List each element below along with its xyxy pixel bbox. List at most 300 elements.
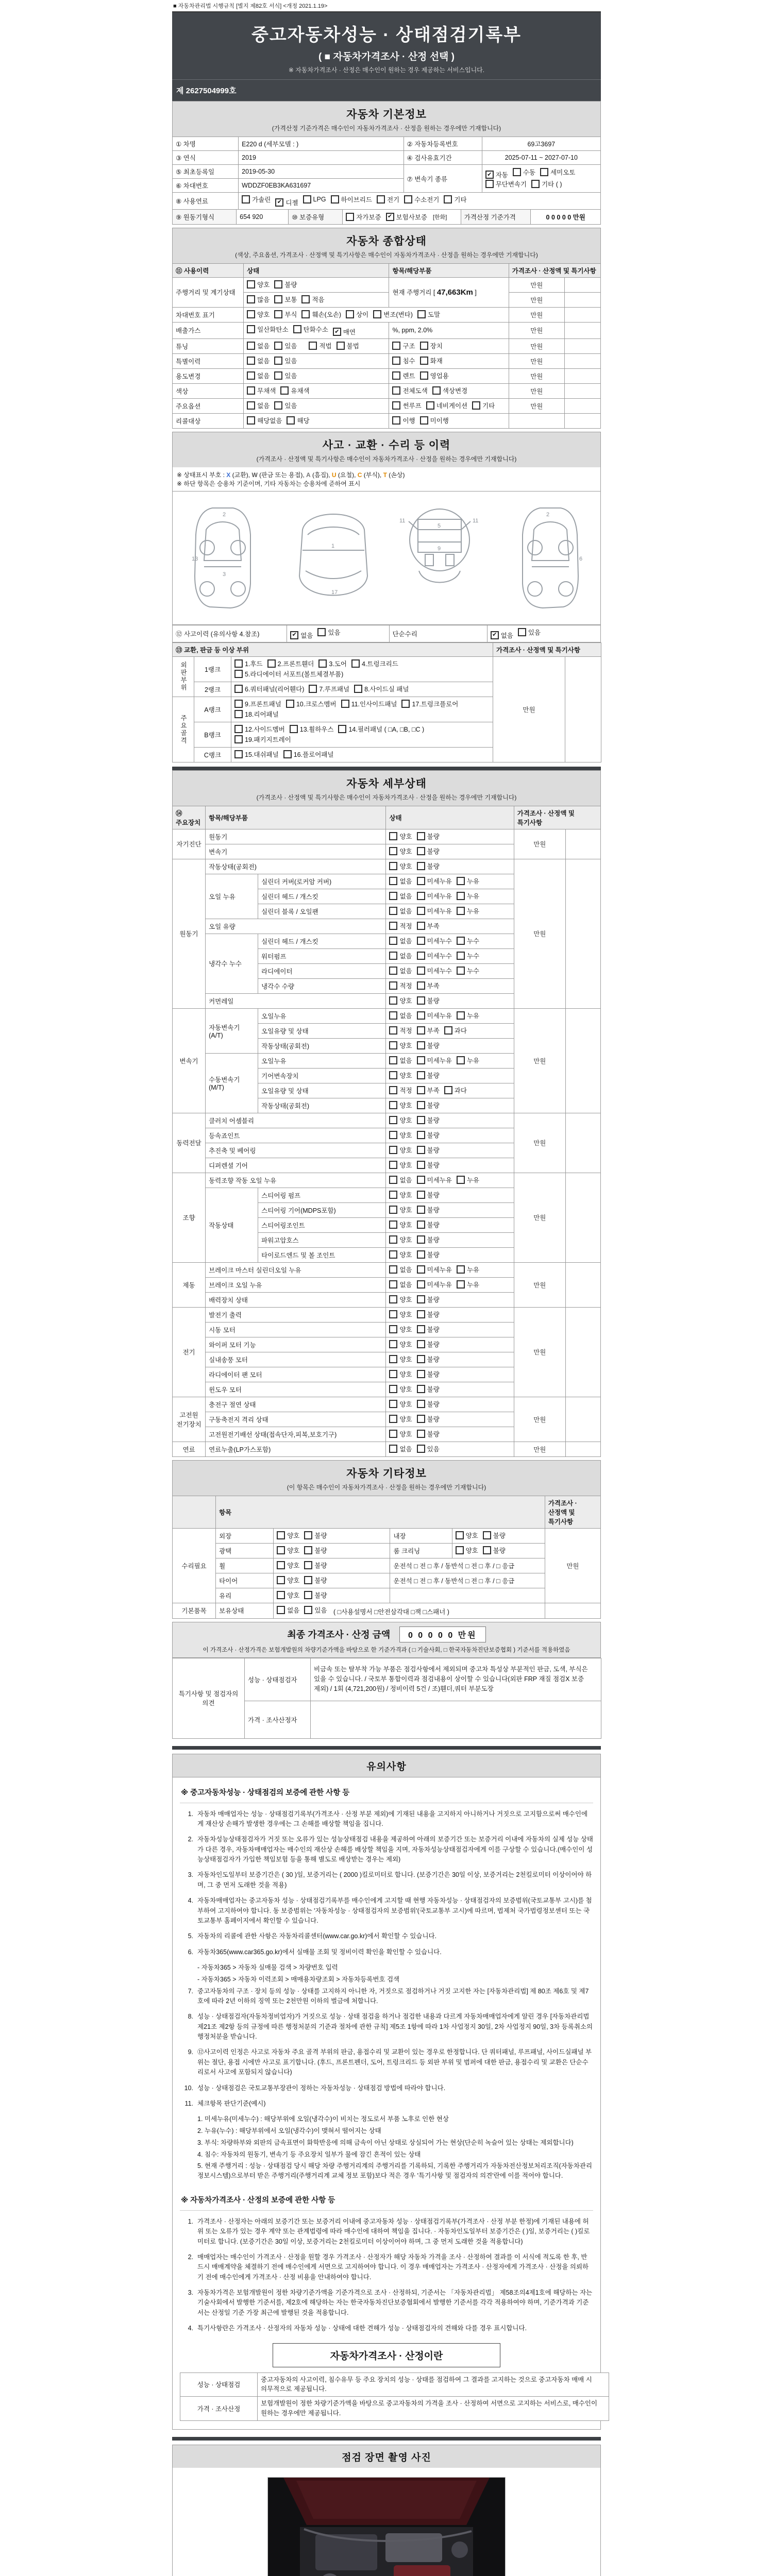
checkbox-불량[interactable] (417, 1414, 440, 1423)
checkbox-box[interactable] (234, 710, 243, 718)
checkbox-box[interactable] (389, 1176, 397, 1184)
checkbox-box[interactable] (417, 1310, 425, 1318)
checkbox-기타 ( )[interactable] (531, 179, 562, 189)
checkbox-box[interactable] (457, 1011, 465, 1020)
checkbox-하이브리드[interactable] (331, 195, 372, 204)
checkbox-불법[interactable] (337, 341, 359, 350)
checkbox-부족[interactable] (417, 981, 440, 990)
checkbox-box[interactable] (389, 1310, 397, 1318)
checkbox-box[interactable] (457, 1056, 465, 1064)
checkbox-box[interactable] (417, 967, 425, 975)
checkbox-box[interactable] (485, 180, 494, 188)
checkbox-구조[interactable] (392, 341, 415, 350)
checkbox-box[interactable] (392, 416, 400, 425)
checkbox-box[interactable] (392, 401, 400, 410)
checkbox-13.휠하우스[interactable] (290, 724, 334, 734)
checkbox-box[interactable] (457, 1176, 465, 1184)
checkbox-box[interactable] (234, 659, 243, 668)
checkbox-양호[interactable] (389, 1429, 412, 1438)
checkbox-양호[interactable] (389, 1190, 412, 1199)
checkbox-양호[interactable] (247, 280, 270, 289)
checkbox-적정[interactable] (389, 981, 412, 990)
checkbox-불량[interactable] (417, 1145, 440, 1155)
checkbox-양호[interactable] (389, 1354, 412, 1364)
checkbox-box[interactable] (389, 1161, 397, 1169)
checkbox-box[interactable] (457, 967, 465, 975)
checkbox-누유[interactable] (457, 1011, 479, 1020)
checkbox-양호[interactable] (389, 1145, 412, 1155)
checkbox-보통[interactable] (274, 295, 297, 304)
checkbox-box[interactable] (274, 310, 282, 318)
checkbox-없음[interactable] (389, 1056, 412, 1065)
checkbox-box[interactable] (234, 685, 243, 693)
checkbox-box[interactable] (417, 922, 425, 930)
checkbox-box[interactable] (338, 725, 346, 733)
checkbox-렌트[interactable] (392, 371, 415, 380)
checkbox-색상변경[interactable] (432, 386, 467, 395)
checkbox-없음[interactable] (247, 341, 270, 350)
checkbox-box[interactable] (417, 1445, 425, 1453)
checkbox-15.대쉬패널[interactable] (234, 750, 279, 759)
checkbox-누유[interactable] (457, 1056, 479, 1065)
checkbox-7.루프패널[interactable] (309, 684, 349, 693)
checkbox-세미오토[interactable] (540, 167, 575, 177)
checkbox-불량[interactable] (417, 1041, 440, 1050)
checkbox-5.라디에이터 서포트(볼트체결부품)[interactable] (234, 669, 343, 679)
checkbox-많음[interactable] (247, 295, 270, 304)
checkbox-box[interactable] (457, 937, 465, 945)
checkbox-누수[interactable] (457, 951, 479, 960)
checkbox-box[interactable] (274, 371, 282, 380)
checkbox-box[interactable] (472, 401, 480, 410)
checkbox-box[interactable] (389, 1206, 397, 1214)
checkbox-수동[interactable] (513, 167, 535, 177)
checkbox-box[interactable] (417, 1191, 425, 1199)
checkbox-box[interactable] (417, 1011, 425, 1020)
checkbox-box[interactable] (303, 195, 311, 204)
checkbox-box[interactable]: ✔ (290, 631, 298, 639)
checkbox-미이행[interactable] (420, 416, 449, 425)
checkbox-box[interactable] (417, 862, 425, 870)
checkbox-box[interactable] (457, 892, 465, 900)
checkbox-양호[interactable] (389, 1041, 412, 1050)
checkbox-양호[interactable] (277, 1546, 299, 1555)
checkbox-box[interactable] (417, 1116, 425, 1124)
checkbox-box[interactable] (426, 401, 434, 410)
checkbox-box[interactable] (389, 1235, 397, 1244)
checkbox-있음[interactable] (274, 341, 297, 350)
checkbox-box[interactable] (417, 981, 425, 990)
checkbox-불량[interactable] (274, 280, 297, 289)
checkbox-box[interactable] (456, 1546, 464, 1554)
checkbox-box[interactable] (456, 1531, 464, 1539)
checkbox-불량[interactable] (417, 1115, 440, 1125)
checkbox-12.사이드멤버[interactable] (234, 724, 285, 734)
checkbox-box[interactable] (540, 168, 548, 176)
checkbox-box[interactable] (389, 1056, 397, 1064)
checkbox-해당없음[interactable] (247, 416, 282, 425)
checkbox-누유[interactable] (457, 906, 479, 916)
checkbox-box[interactable] (444, 195, 452, 204)
checkbox-도말[interactable] (417, 310, 440, 319)
checkbox-9.프론트패널[interactable] (234, 699, 281, 708)
checkbox-box[interactable] (389, 952, 397, 960)
checkbox-box[interactable] (247, 416, 255, 425)
checkbox-없음[interactable] (389, 936, 412, 945)
checkbox-일산화탄소[interactable] (247, 325, 288, 334)
checkbox-미세누수[interactable] (417, 936, 452, 945)
checkbox-box[interactable] (417, 310, 426, 318)
checkbox-양호[interactable] (389, 1250, 412, 1259)
checkbox-양호[interactable] (389, 846, 412, 856)
checkbox-있음[interactable] (274, 371, 297, 380)
checkbox-box[interactable] (247, 371, 255, 380)
checkbox-box[interactable] (234, 735, 243, 743)
checkbox-box[interactable]: ✔ (485, 171, 494, 179)
checkbox-box[interactable] (267, 659, 276, 668)
checkbox-없음[interactable] (247, 401, 270, 410)
checkbox-불량[interactable] (417, 1340, 440, 1349)
checkbox-양호[interactable] (277, 1561, 299, 1570)
checkbox-box[interactable] (346, 310, 354, 318)
checkbox-box[interactable] (417, 952, 425, 960)
checkbox-미세누수[interactable] (417, 951, 452, 960)
checkbox-16.플로어패널[interactable] (283, 750, 334, 759)
checkbox-box[interactable] (483, 1531, 491, 1539)
checkbox-불량[interactable] (417, 1250, 440, 1259)
checkbox-box[interactable] (277, 1576, 285, 1584)
checkbox-수소전기[interactable] (404, 195, 439, 204)
checkbox-box[interactable] (417, 1071, 425, 1079)
checkbox-box[interactable] (432, 386, 441, 395)
checkbox-불량[interactable] (417, 1130, 440, 1140)
checkbox-2.프론트휀더[interactable] (267, 659, 314, 668)
checkbox-box[interactable] (389, 1116, 397, 1124)
checkbox-화재[interactable] (420, 356, 443, 365)
checkbox-불량[interactable] (417, 1429, 440, 1438)
checkbox-누유[interactable] (457, 1175, 479, 1184)
checkbox-box[interactable] (417, 1221, 425, 1229)
checkbox-box[interactable] (389, 1071, 397, 1079)
checkbox-없음[interactable] (389, 966, 412, 975)
checkbox-box[interactable] (290, 725, 298, 733)
checkbox-box[interactable] (351, 659, 360, 668)
checkbox-있음[interactable] (274, 356, 297, 365)
checkbox-양호[interactable] (389, 832, 412, 841)
checkbox-양호[interactable] (389, 1384, 412, 1394)
checkbox-box[interactable] (457, 907, 465, 915)
checkbox-box[interactable] (404, 195, 412, 204)
checkbox-box[interactable] (234, 725, 243, 733)
checkbox-box[interactable] (389, 862, 397, 870)
checkbox-장치[interactable] (420, 341, 443, 350)
checkbox-box[interactable] (389, 877, 397, 885)
checkbox-부족[interactable] (417, 1026, 440, 1035)
checkbox-box[interactable] (389, 1415, 397, 1423)
checkbox-box[interactable] (417, 1280, 425, 1289)
checkbox-box[interactable] (389, 1280, 397, 1289)
checkbox-box[interactable] (247, 401, 255, 410)
checkbox-불량[interactable] (483, 1531, 506, 1540)
checkbox-없음[interactable] (389, 876, 412, 886)
checkbox-box[interactable] (389, 1325, 397, 1333)
checkbox-box[interactable]: ✔ (386, 213, 394, 221)
checkbox-불량[interactable] (417, 1354, 440, 1364)
checkbox-box[interactable] (417, 996, 425, 1005)
checkbox-box[interactable] (277, 1546, 285, 1554)
checkbox-과다[interactable] (444, 1026, 467, 1035)
checkbox-기타[interactable] (472, 401, 495, 410)
checkbox-훼손(오손)[interactable] (301, 310, 341, 319)
checkbox-box[interactable] (457, 1280, 465, 1289)
checkbox-미세누수[interactable] (417, 966, 452, 975)
checkbox-19.패키지트레이[interactable] (234, 735, 291, 744)
checkbox-불량[interactable] (417, 861, 440, 871)
checkbox-box[interactable] (417, 1041, 425, 1049)
checkbox-box[interactable] (274, 342, 282, 350)
checkbox-box[interactable] (389, 1445, 397, 1453)
checkbox-불량[interactable] (304, 1561, 327, 1570)
checkbox-양호[interactable] (277, 1531, 299, 1540)
checkbox-불량[interactable] (304, 1531, 327, 1540)
checkbox-box[interactable] (277, 1531, 285, 1539)
checkbox-box[interactable] (389, 1430, 397, 1438)
checkbox-양호[interactable] (389, 1220, 412, 1229)
checkbox-18.리어패널[interactable] (234, 709, 279, 719)
checkbox-box[interactable] (417, 847, 425, 855)
checkbox-box[interactable] (287, 416, 295, 425)
checkbox-없음[interactable] (491, 631, 513, 640)
checkbox-box[interactable] (417, 832, 425, 840)
checkbox-불량[interactable] (417, 1071, 440, 1080)
checkbox-상이[interactable] (346, 310, 368, 319)
checkbox-box[interactable] (417, 1101, 425, 1109)
checkbox-누유[interactable] (457, 891, 479, 901)
checkbox-box[interactable] (389, 981, 397, 990)
checkbox-양호[interactable] (277, 1590, 299, 1600)
checkbox-box[interactable] (293, 325, 301, 333)
checkbox-누수[interactable] (457, 966, 479, 975)
checkbox-무단변속기[interactable] (485, 179, 527, 189)
checkbox-box[interactable] (417, 907, 425, 915)
checkbox-미세누유[interactable] (417, 1265, 452, 1274)
checkbox-없음[interactable] (389, 1444, 412, 1453)
checkbox-box[interactable] (389, 1011, 397, 1020)
checkbox-box[interactable] (377, 195, 385, 204)
checkbox-box[interactable] (457, 1265, 465, 1274)
checkbox-불량[interactable] (417, 1384, 440, 1394)
checkbox-없음[interactable] (290, 631, 313, 640)
checkbox-box[interactable] (389, 892, 397, 900)
checkbox-box[interactable] (247, 386, 255, 395)
checkbox-양호[interactable] (389, 1399, 412, 1409)
checkbox-있음[interactable] (518, 628, 541, 637)
checkbox-box[interactable] (247, 325, 255, 333)
checkbox-불량[interactable] (417, 996, 440, 1005)
checkbox-미세누유[interactable] (417, 876, 452, 886)
checkbox-없음[interactable] (277, 1605, 299, 1615)
checkbox-box[interactable] (392, 371, 400, 380)
checkbox-box[interactable] (274, 401, 282, 410)
checkbox-불량[interactable] (417, 1220, 440, 1229)
checkbox-양호[interactable] (389, 1115, 412, 1125)
checkbox-box[interactable] (389, 1191, 397, 1199)
checkbox-없음[interactable] (389, 891, 412, 901)
checkbox-box[interactable] (457, 877, 465, 885)
checkbox-불량[interactable] (417, 1325, 440, 1334)
checkbox-17.트렁크플로어[interactable] (401, 699, 458, 708)
checkbox-box[interactable] (277, 1561, 285, 1569)
checkbox-유채색[interactable] (280, 386, 309, 395)
checkbox-8.사이드실 패널[interactable] (354, 684, 409, 693)
checkbox-불량[interactable] (483, 1546, 506, 1555)
checkbox-양호[interactable] (389, 1235, 412, 1244)
checkbox-box[interactable] (420, 371, 428, 380)
checkbox-양호[interactable] (389, 1369, 412, 1379)
checkbox-없음[interactable] (389, 951, 412, 960)
checkbox-box[interactable] (392, 386, 400, 395)
checkbox-양호[interactable] (389, 1205, 412, 1214)
checkbox-box[interactable] (389, 1041, 397, 1049)
checkbox-양호[interactable] (389, 996, 412, 1005)
checkbox-자동[interactable] (485, 170, 508, 179)
checkbox-1.후드[interactable] (234, 659, 263, 668)
checkbox-box[interactable] (444, 1026, 452, 1035)
checkbox-기타[interactable] (444, 195, 466, 204)
checkbox-box[interactable] (417, 1206, 425, 1214)
checkbox-전체도색[interactable] (392, 386, 427, 395)
checkbox-양호[interactable] (389, 861, 412, 871)
checkbox-box[interactable] (301, 310, 310, 318)
checkbox-box[interactable] (286, 700, 294, 708)
checkbox-미세누유[interactable] (417, 906, 452, 916)
checkbox-box[interactable] (304, 1606, 312, 1614)
checkbox-box[interactable] (341, 700, 349, 708)
checkbox-매연[interactable] (333, 327, 356, 336)
checkbox-box[interactable] (242, 195, 250, 204)
checkbox-미세누유[interactable] (417, 1175, 452, 1184)
checkbox-box[interactable] (417, 1340, 425, 1348)
checkbox-box[interactable] (417, 1086, 425, 1094)
checkbox-14.필러패널 ( □A, □B, □C )[interactable] (338, 724, 424, 734)
checkbox-box[interactable] (483, 1546, 491, 1554)
checkbox-box[interactable] (417, 1026, 425, 1035)
checkbox-없음[interactable] (389, 1011, 412, 1020)
checkbox-양호[interactable] (389, 1295, 412, 1304)
checkbox-불량[interactable] (417, 846, 440, 856)
checkbox-box[interactable] (247, 310, 255, 318)
checkbox-불량[interactable] (417, 832, 440, 841)
checkbox-box[interactable] (417, 1161, 425, 1169)
checkbox-불량[interactable] (304, 1590, 327, 1600)
checkbox-box[interactable] (417, 877, 425, 885)
checkbox-box[interactable] (531, 180, 540, 188)
checkbox-있음[interactable] (304, 1605, 327, 1615)
checkbox-자가보증[interactable] (346, 212, 381, 222)
checkbox-box[interactable] (420, 357, 428, 365)
checkbox-box[interactable] (389, 832, 397, 840)
checkbox-양호[interactable] (389, 1414, 412, 1423)
checkbox-box[interactable] (247, 280, 255, 289)
checkbox-box[interactable] (417, 1370, 425, 1378)
checkbox-box[interactable] (234, 750, 243, 758)
checkbox-box[interactable]: ✔ (275, 198, 283, 207)
checkbox-전기[interactable] (377, 195, 399, 204)
checkbox-없음[interactable] (247, 371, 270, 380)
checkbox-box[interactable] (373, 310, 381, 318)
checkbox-box[interactable] (392, 342, 400, 350)
checkbox-box[interactable] (389, 1295, 397, 1303)
checkbox-box[interactable] (417, 1131, 425, 1139)
checkbox-양호[interactable] (389, 1100, 412, 1110)
checkbox-box[interactable] (304, 1576, 312, 1584)
checkbox-없음[interactable] (389, 1175, 412, 1184)
checkbox-불량[interactable] (417, 1160, 440, 1170)
checkbox-box[interactable] (389, 922, 397, 930)
checkbox-box[interactable] (389, 996, 397, 1005)
checkbox-양호[interactable] (389, 1325, 412, 1334)
checkbox-box[interactable] (274, 295, 282, 303)
checkbox-침수[interactable] (392, 356, 415, 365)
checkbox-box[interactable] (417, 1385, 425, 1393)
checkbox-box[interactable] (331, 195, 339, 204)
checkbox-box[interactable] (389, 1370, 397, 1378)
checkbox-디젤[interactable] (275, 198, 298, 207)
checkbox-box[interactable] (234, 670, 243, 678)
checkbox-양호[interactable] (277, 1575, 299, 1585)
checkbox-box[interactable] (417, 1250, 425, 1259)
checkbox-있음[interactable] (274, 401, 297, 410)
checkbox-양호[interactable] (389, 1130, 412, 1140)
checkbox-미세누유[interactable] (417, 1280, 452, 1289)
checkbox-누유[interactable] (457, 1265, 479, 1274)
checkbox-box[interactable] (401, 700, 410, 708)
checkbox-box[interactable] (247, 357, 255, 365)
checkbox-box[interactable] (389, 1026, 397, 1035)
checkbox-없음[interactable] (389, 1265, 412, 1274)
checkbox-box[interactable] (417, 1325, 425, 1333)
checkbox-없음[interactable] (389, 1280, 412, 1289)
checkbox-탄화수소[interactable] (293, 325, 328, 334)
checkbox-box[interactable] (247, 342, 255, 350)
checkbox-box[interactable] (389, 1385, 397, 1393)
checkbox-box[interactable] (304, 1531, 312, 1539)
checkbox-box[interactable] (317, 628, 326, 636)
checkbox-적정[interactable] (389, 1086, 412, 1095)
checkbox-box[interactable] (389, 1400, 397, 1408)
checkbox-LPG[interactable] (303, 195, 326, 204)
checkbox-부족[interactable] (417, 921, 440, 930)
checkbox-양호[interactable] (389, 1160, 412, 1170)
checkbox-box[interactable] (337, 342, 345, 350)
checkbox-box[interactable] (389, 847, 397, 855)
checkbox-없음[interactable] (389, 906, 412, 916)
checkbox-있음[interactable] (317, 628, 340, 637)
checkbox-box[interactable] (417, 1415, 425, 1423)
checkbox-불량[interactable] (417, 1235, 440, 1244)
checkbox-3.도어[interactable] (318, 659, 347, 668)
checkbox-보험사보증[interactable] (386, 212, 427, 222)
checkbox-box[interactable] (346, 213, 354, 221)
checkbox-양호[interactable] (389, 1310, 412, 1319)
checkbox-불량[interactable] (417, 1295, 440, 1304)
checkbox-부족[interactable] (417, 1086, 440, 1095)
checkbox-box[interactable] (392, 357, 400, 365)
checkbox-불량[interactable] (417, 1190, 440, 1199)
checkbox-적정[interactable] (389, 921, 412, 930)
checkbox-과다[interactable] (444, 1086, 467, 1095)
checkbox-box[interactable] (417, 1430, 425, 1438)
